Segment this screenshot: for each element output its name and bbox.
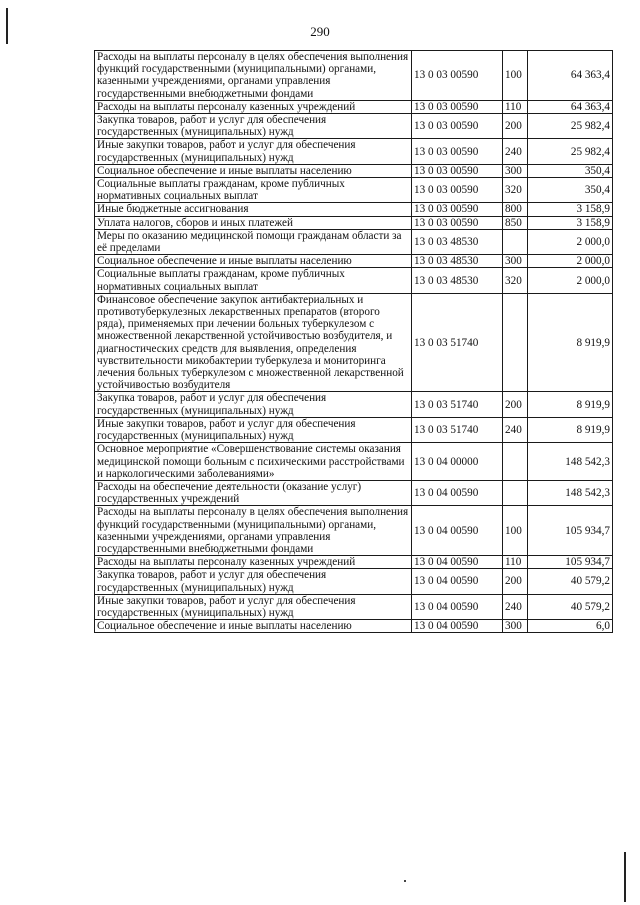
row-code: 13 0 04 00590 — [412, 480, 503, 505]
row-name: Социальные выплаты гражданам, кроме публичных нормативных социальных выплат — [95, 268, 412, 293]
row-expense-type: 300 — [503, 620, 528, 633]
row-sum: 350,4 — [528, 164, 613, 177]
row-expense-type: 100 — [503, 51, 528, 101]
row-sum: 148 542,3 — [528, 480, 613, 505]
row-expense-type: 300 — [503, 164, 528, 177]
row-sum: 3 158,9 — [528, 216, 613, 229]
row-expense-type: 240 — [503, 417, 528, 442]
row-sum: 40 579,2 — [528, 569, 613, 594]
table-row — [95, 178, 613, 203]
row-code: 13 0 03 00590 — [412, 139, 503, 164]
row-sum: 105 934,7 — [528, 506, 613, 556]
row-code: 13 0 03 51740 — [412, 293, 503, 392]
row-name: Иные бюджетные ассигнования — [95, 203, 412, 216]
table-row — [95, 164, 613, 177]
row-name: Закупка товаров, работ и услуг для обеспечения государственных (муниципальных) нужд — [95, 569, 412, 594]
table-row — [95, 620, 613, 633]
row-sum: 8 919,9 — [528, 417, 613, 442]
row-sum: 3 158,9 — [528, 203, 613, 216]
row-sum: 64 363,4 — [528, 100, 613, 113]
row-sum: 105 934,7 — [528, 556, 613, 569]
row-code: 13 0 04 00590 — [412, 620, 503, 633]
row-code: 13 0 04 00590 — [412, 594, 503, 619]
row-name: Социальное обеспечение и иные выплаты населению — [95, 164, 412, 177]
table-row — [95, 203, 613, 216]
row-expense-type: 850 — [503, 216, 528, 229]
row-code: 13 0 03 48530 — [412, 268, 503, 293]
row-expense-type: 320 — [503, 268, 528, 293]
table-row — [95, 216, 613, 229]
row-sum: 64 363,4 — [528, 51, 613, 101]
row-code: 13 0 03 00590 — [412, 51, 503, 101]
row-expense-type: 200 — [503, 569, 528, 594]
table-row — [95, 293, 613, 392]
row-name: Социальное обеспечение и иные выплаты населению — [95, 620, 412, 633]
row-code: 13 0 03 51740 — [412, 417, 503, 442]
row-code: 13 0 04 00590 — [412, 556, 503, 569]
table-row — [95, 594, 613, 619]
budget-table — [94, 50, 613, 633]
row-name: Расходы на выплаты персоналу казенных учреждений — [95, 100, 412, 113]
row-code: 13 0 04 00590 — [412, 569, 503, 594]
row-code: 13 0 03 00590 — [412, 100, 503, 113]
row-expense-type: 200 — [503, 114, 528, 139]
table-row — [95, 114, 613, 139]
table-row — [95, 392, 613, 417]
row-sum: 40 579,2 — [528, 594, 613, 619]
row-sum: 8 919,9 — [528, 293, 613, 392]
table-row — [95, 506, 613, 556]
table-row — [95, 255, 613, 268]
row-expense-type — [503, 229, 528, 254]
row-name: Уплата налогов, сборов и иных платежей — [95, 216, 412, 229]
page-number: 290 — [310, 24, 330, 39]
row-sum: 2 000,0 — [528, 229, 613, 254]
table-row — [95, 51, 613, 101]
table-row — [95, 417, 613, 442]
scan-dot — [404, 880, 406, 882]
row-name: Основное мероприятие «Совершенствование системы оказания медицинской помощи больным с психическими расстройствами и наркологическими заболеваниями» — [95, 443, 412, 481]
row-sum: 25 982,4 — [528, 114, 613, 139]
row-name: Расходы на выплаты персоналу казенных учреждений — [95, 556, 412, 569]
row-code: 13 0 03 51740 — [412, 392, 503, 417]
row-sum: 148 542,3 — [528, 443, 613, 481]
row-expense-type: 240 — [503, 139, 528, 164]
row-name: Иные закупки товаров, работ и услуг для обеспечения государственных (муниципальных) нужд — [95, 139, 412, 164]
table-row — [95, 443, 613, 481]
row-expense-type: 200 — [503, 392, 528, 417]
table-row — [95, 268, 613, 293]
row-expense-type: 110 — [503, 556, 528, 569]
row-sum: 2 000,0 — [528, 268, 613, 293]
scan-margin-mark-right — [624, 852, 626, 902]
row-code: 13 0 03 48530 — [412, 229, 503, 254]
table-row — [95, 556, 613, 569]
row-code: 13 0 03 00590 — [412, 164, 503, 177]
row-code: 13 0 04 00590 — [412, 506, 503, 556]
row-name: Расходы на обеспечение деятельности (оказание услуг) государственных учреждений — [95, 480, 412, 505]
row-expense-type: 100 — [503, 506, 528, 556]
row-expense-type: 300 — [503, 255, 528, 268]
row-code: 13 0 03 00590 — [412, 203, 503, 216]
row-name: Закупка товаров, работ и услуг для обеспечения государственных (муниципальных) нужд — [95, 392, 412, 417]
row-sum: 350,4 — [528, 178, 613, 203]
row-expense-type: 800 — [503, 203, 528, 216]
row-name: Закупка товаров, работ и услуг для обеспечения государственных (муниципальных) нужд — [95, 114, 412, 139]
row-name: Расходы на выплаты персоналу в целях обеспечения выполнения функций государственными (муниципальными) органами, казенными учреждениями, органами управления государственными внебюджетными фондами — [95, 506, 412, 556]
row-name: Иные закупки товаров, работ и услуг для обеспечения государственных (муниципальных) нужд — [95, 594, 412, 619]
row-code: 13 0 04 00000 — [412, 443, 503, 481]
row-name: Расходы на выплаты персоналу в целях обеспечения выполнения функций государственными (муниципальными) органами, казенными учреждениями, органами управления государственными внебюджетными фондами — [95, 51, 412, 101]
table-row — [95, 229, 613, 254]
row-name: Финансовое обеспечение закупок антибактериальных и противотуберкулезных лекарственных препаратов (второго ряда), применяемых при лечении больных туберкулезом с множественной лекарственной устойчивостью возбудителя, и диагностических средств для выявления, определения чувствительности микобактерии туберкулеза и мониторинга лечения больных туберкулезом с множественной лекарственной устойчивостью возбудителя — [95, 293, 412, 392]
table-row — [95, 480, 613, 505]
row-sum: 8 919,9 — [528, 392, 613, 417]
row-expense-type — [503, 443, 528, 481]
row-name: Иные закупки товаров, работ и услуг для обеспечения государственных (муниципальных) нужд — [95, 417, 412, 442]
table-row — [95, 569, 613, 594]
row-code: 13 0 03 00590 — [412, 114, 503, 139]
row-name: Меры по оказанию медицинской помощи гражданам области за её пределами — [95, 229, 412, 254]
row-expense-type — [503, 293, 528, 392]
row-sum: 6,0 — [528, 620, 613, 633]
row-expense-type: 320 — [503, 178, 528, 203]
row-name: Социальное обеспечение и иные выплаты населению — [95, 255, 412, 268]
row-name: Социальные выплаты гражданам, кроме публичных нормативных социальных выплат — [95, 178, 412, 203]
table-row — [95, 139, 613, 164]
row-expense-type — [503, 480, 528, 505]
row-expense-type: 240 — [503, 594, 528, 619]
row-code: 13 0 03 00590 — [412, 178, 503, 203]
row-expense-type: 110 — [503, 100, 528, 113]
table-row — [95, 100, 613, 113]
row-sum: 2 000,0 — [528, 255, 613, 268]
row-code: 13 0 03 00590 — [412, 216, 503, 229]
row-sum: 25 982,4 — [528, 139, 613, 164]
row-code: 13 0 03 48530 — [412, 255, 503, 268]
